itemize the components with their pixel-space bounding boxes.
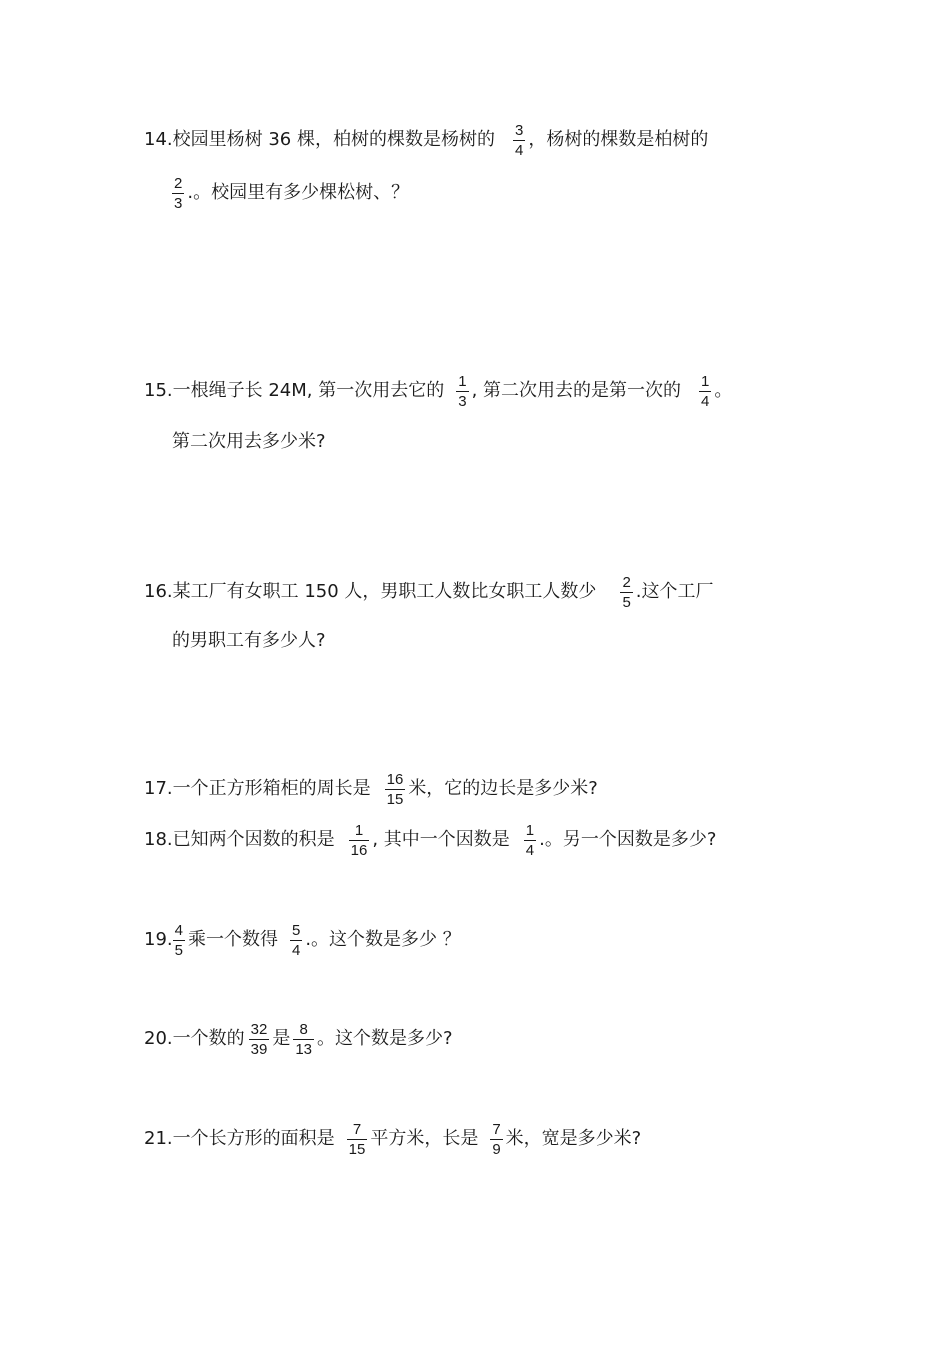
fraction-denominator: 39 [250,1040,268,1058]
problem-14-text-b: ，杨树的棵数是柏树的 [528,129,709,150]
problem-19-text-a: 19. [144,929,173,950]
fraction-denominator: 16 [350,841,368,859]
problem-15-line-2 [172,422,326,462]
fraction-denominator: 3 [458,392,467,410]
problem-16-line-2 [172,621,326,661]
problem-14-line-1 [144,120,708,160]
fraction-numerator: 5 [291,921,301,939]
fraction-denominator: 15 [348,1140,366,1158]
problem-16-text-c: 的男职工有多少人? [172,630,326,651]
fraction-denominator: 5 [174,941,183,959]
fraction-numerator: 7 [492,1120,501,1138]
problem-17-text-b: 米，它的边长是多少米? [408,778,598,799]
fraction-numerator: 8 [299,1020,308,1038]
fraction-numerator: 1 [458,372,467,390]
fraction-7-9 [490,1121,502,1158]
fraction-denominator: 5 [622,593,631,611]
problem-15-text-d: 第二次用去多少米? [172,431,326,452]
fraction-denominator: 13 [295,1040,313,1058]
problem-16-line-1 [144,572,714,612]
fraction-2-5 [620,574,632,611]
fraction-numerator: 4 [174,921,183,939]
fraction-numerator: 2 [174,174,183,192]
problem-17-line-1 [144,769,598,809]
fraction-1-16 [349,822,370,859]
fraction-denominator: 4 [701,392,710,410]
fraction-numerator: 16 [386,770,404,788]
fraction-denominator: 9 [492,1140,501,1158]
problem-21-text-c: 米，宽是多少米? [505,1128,642,1149]
problem-16-text-b: .这个工厂 [635,581,714,602]
fraction-32-39 [249,1021,270,1058]
problem-14-line-2 [172,173,409,213]
fraction-numerator: 1 [525,821,535,839]
problem-19-line-1 [144,920,461,960]
problem-18-text-c: .。另一个因数是多少? [539,829,717,850]
fraction-1-4 [524,822,536,859]
problem-14-text-a: 14.校园里杨树 36 棵，柏树的棵数是杨树的 [144,129,495,150]
fraction-numerator: 3 [514,121,524,139]
fraction-numerator: 32 [250,1020,268,1038]
fraction-denominator: 15 [386,790,404,808]
fraction-1-3 [456,373,468,410]
fraction-2-3 [172,175,184,212]
problem-20-text-b: 是 [272,1028,291,1049]
problem-21-line-1 [144,1119,641,1159]
fraction-numerator: 1 [701,372,710,390]
problem-18-text-a: 18.已知两个因数的积是 [144,829,335,850]
fraction-denominator: 4 [525,841,535,859]
fraction-1-4 [699,373,711,410]
problem-15-text-b: , 第二次用去的是第一次的 [471,380,682,401]
problem-14-text-c: .。校园里有多少棵松树、？ [187,182,410,203]
fraction-7-15 [347,1121,368,1158]
problem-15-line-1 [144,371,732,411]
fraction-8-13 [293,1021,314,1058]
fraction-numerator: 7 [352,1120,362,1138]
problem-20-text-a: 20.一个数的 [144,1028,245,1049]
fraction-16-15 [385,771,406,808]
fraction-denominator: 4 [514,141,524,159]
problem-19-text-b: 乘一个数得 [187,929,278,950]
problem-19-text-c: .。这个数是多少 ？ [305,929,461,950]
problem-15-text-a: 15.一根绳子长 24M, 第一次用去它的 [144,380,445,401]
fraction-4-5 [173,922,185,959]
problem-21-text-b: 平方米，长是 [370,1128,479,1149]
problem-18-text-b: , 其中一个因数是 [372,829,510,850]
problem-21-text-a: 21.一个长方形的面积是 [144,1128,335,1149]
fraction-5-4 [290,922,302,959]
fraction-denominator: 3 [174,194,183,212]
problem-17-text-a: 17.一个正方形箱柜的周长是 [144,778,371,799]
problem-16-text-a: 16.某工厂有女职工 150 人，男职工人数比女职工人数少 [144,581,597,602]
fraction-3-4 [513,122,525,159]
problem-18-line-1 [144,820,716,860]
fraction-numerator: 2 [622,573,631,591]
fraction-numerator: 1 [354,821,364,839]
problem-15-text-c: 。 [714,380,733,401]
fraction-denominator: 4 [291,941,301,959]
problem-20-text-c: 。这个数是多少? [317,1028,453,1049]
problem-20-line-1 [144,1019,453,1059]
